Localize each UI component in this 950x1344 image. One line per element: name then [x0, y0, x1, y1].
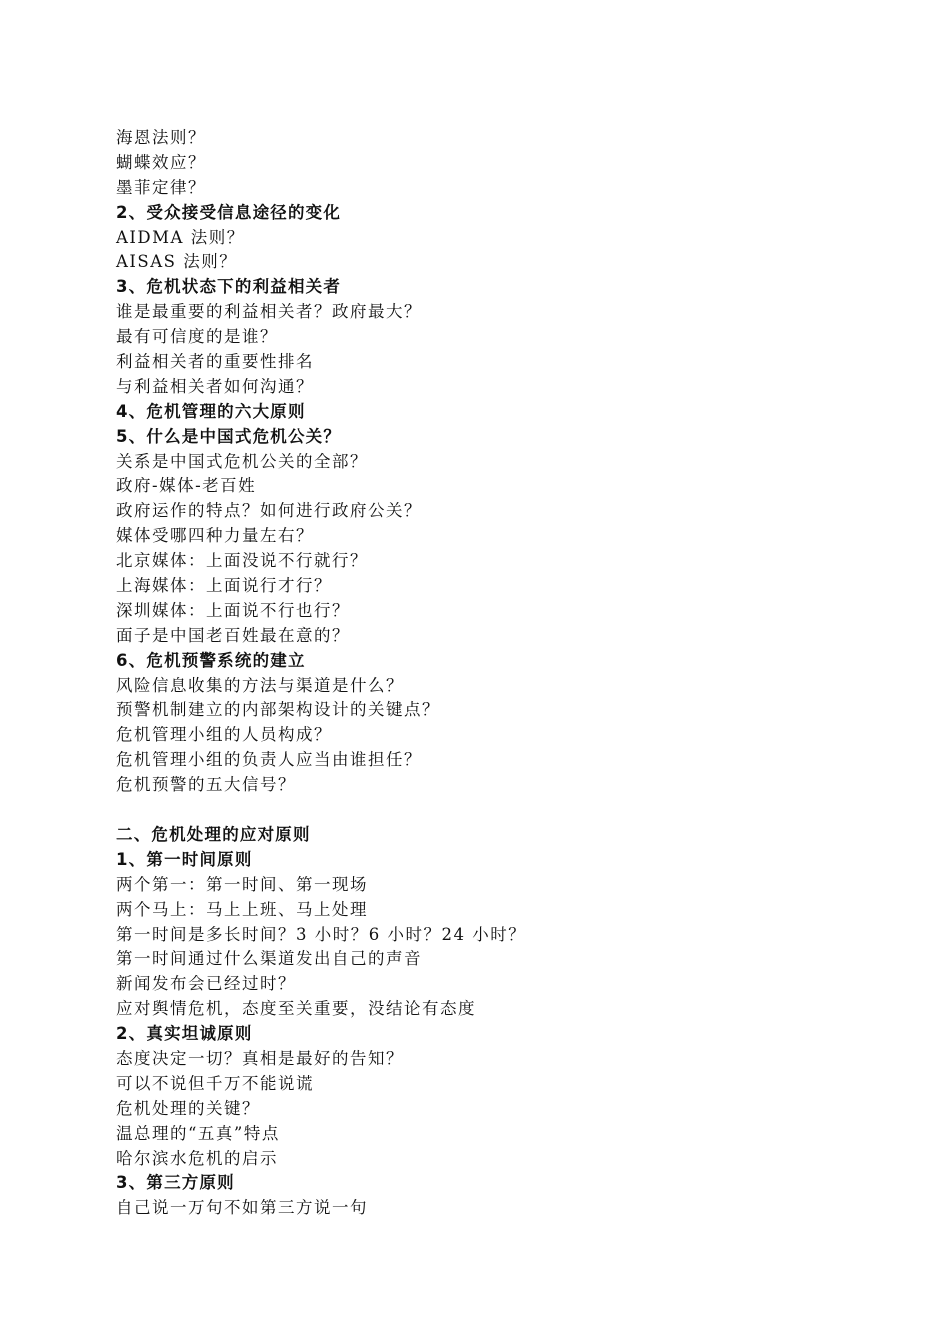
text-line: 第一时间是多长时间？3 小时？6 小时？24 小时？: [116, 924, 527, 944]
text-line: 北京媒体：上面没说不行就行？: [116, 551, 368, 571]
text-line: AISAS 法则？: [116, 252, 238, 272]
text-line: 可以不说但千万不能说谎: [116, 1073, 314, 1093]
section-heading: 5、什么是中国式危机公关？: [116, 426, 342, 446]
text-line: 海恩法则？: [116, 128, 206, 147]
text-line: 两个第一：第一时间、第一现场: [116, 874, 368, 894]
text-line: 两个马上：马上上班、马上处理: [116, 899, 368, 919]
text-line: 媒体受哪四种力量左右？: [116, 526, 314, 546]
text-line: 危机管理小组的人员构成？: [116, 725, 332, 745]
text-line: 风险信息收集的方法与渠道是什么？: [116, 675, 404, 695]
text-line: 危机处理的关键？: [116, 1098, 260, 1118]
section-heading: 1、第一时间原则: [116, 849, 253, 869]
text-line: 自己说一万句不如第三方说一句: [116, 1198, 368, 1218]
text-line: 政府运作的特点？如何进行政府公关？: [116, 501, 422, 521]
section-heading: 2、真实坦诚原则: [116, 1024, 253, 1044]
text-line: 关系是中国式危机公关的全部？: [116, 451, 368, 471]
text-line: 蝴蝶效应？: [116, 152, 206, 172]
text-line: 预警机制建立的内部架构设计的关键点？: [116, 700, 440, 720]
text-line: 第一时间通过什么渠道发出自己的声音: [116, 949, 422, 969]
text-line: 应对舆情危机，态度至关重要，没结论有态度: [116, 999, 476, 1019]
text-line: 深圳媒体：上面说不行也行？: [116, 600, 350, 620]
text-line: 危机管理小组的负责人应当由谁担任？: [116, 750, 422, 770]
text-line: 最有可信度的是谁？: [116, 327, 278, 347]
text-line: 与利益相关者如何沟通？: [116, 376, 314, 396]
blank-line: [116, 798, 896, 823]
text-line: 政府-媒体-老百姓: [116, 476, 257, 496]
text-line: 利益相关者的重要性排名: [116, 352, 314, 372]
section-heading: 3、危机状态下的利益相关者: [116, 277, 342, 297]
section-heading: 二、危机处理的应对原则: [116, 824, 311, 844]
section-heading: 3、第三方原则: [116, 1173, 235, 1193]
section-heading: 2、受众接受信息途径的变化: [116, 202, 342, 222]
text-line: 上海媒体：上面说行才行？: [116, 576, 332, 596]
text-line: 温总理的“五真”特点: [116, 1123, 280, 1143]
text-line: 态度决定一切？真相是最好的告知？: [116, 1048, 404, 1068]
section-heading: 4、危机管理的六大原则: [116, 401, 306, 421]
document-body: [116, 126, 896, 1221]
text-line: 哈尔滨水危机的启示: [116, 1148, 278, 1168]
text-line: 面子是中国老百姓最在意的？: [116, 625, 350, 645]
text-line: 新闻发布会已经过时？: [116, 974, 296, 994]
text-line: AIDMA 法则？: [116, 227, 245, 247]
text-line: 危机预警的五大信号？: [116, 775, 296, 795]
text-line: 墨菲定律？: [116, 177, 206, 197]
text-line: 谁是最重要的利益相关者？政府最大？: [116, 302, 422, 322]
section-heading: 6、危机预警系统的建立: [116, 650, 306, 670]
